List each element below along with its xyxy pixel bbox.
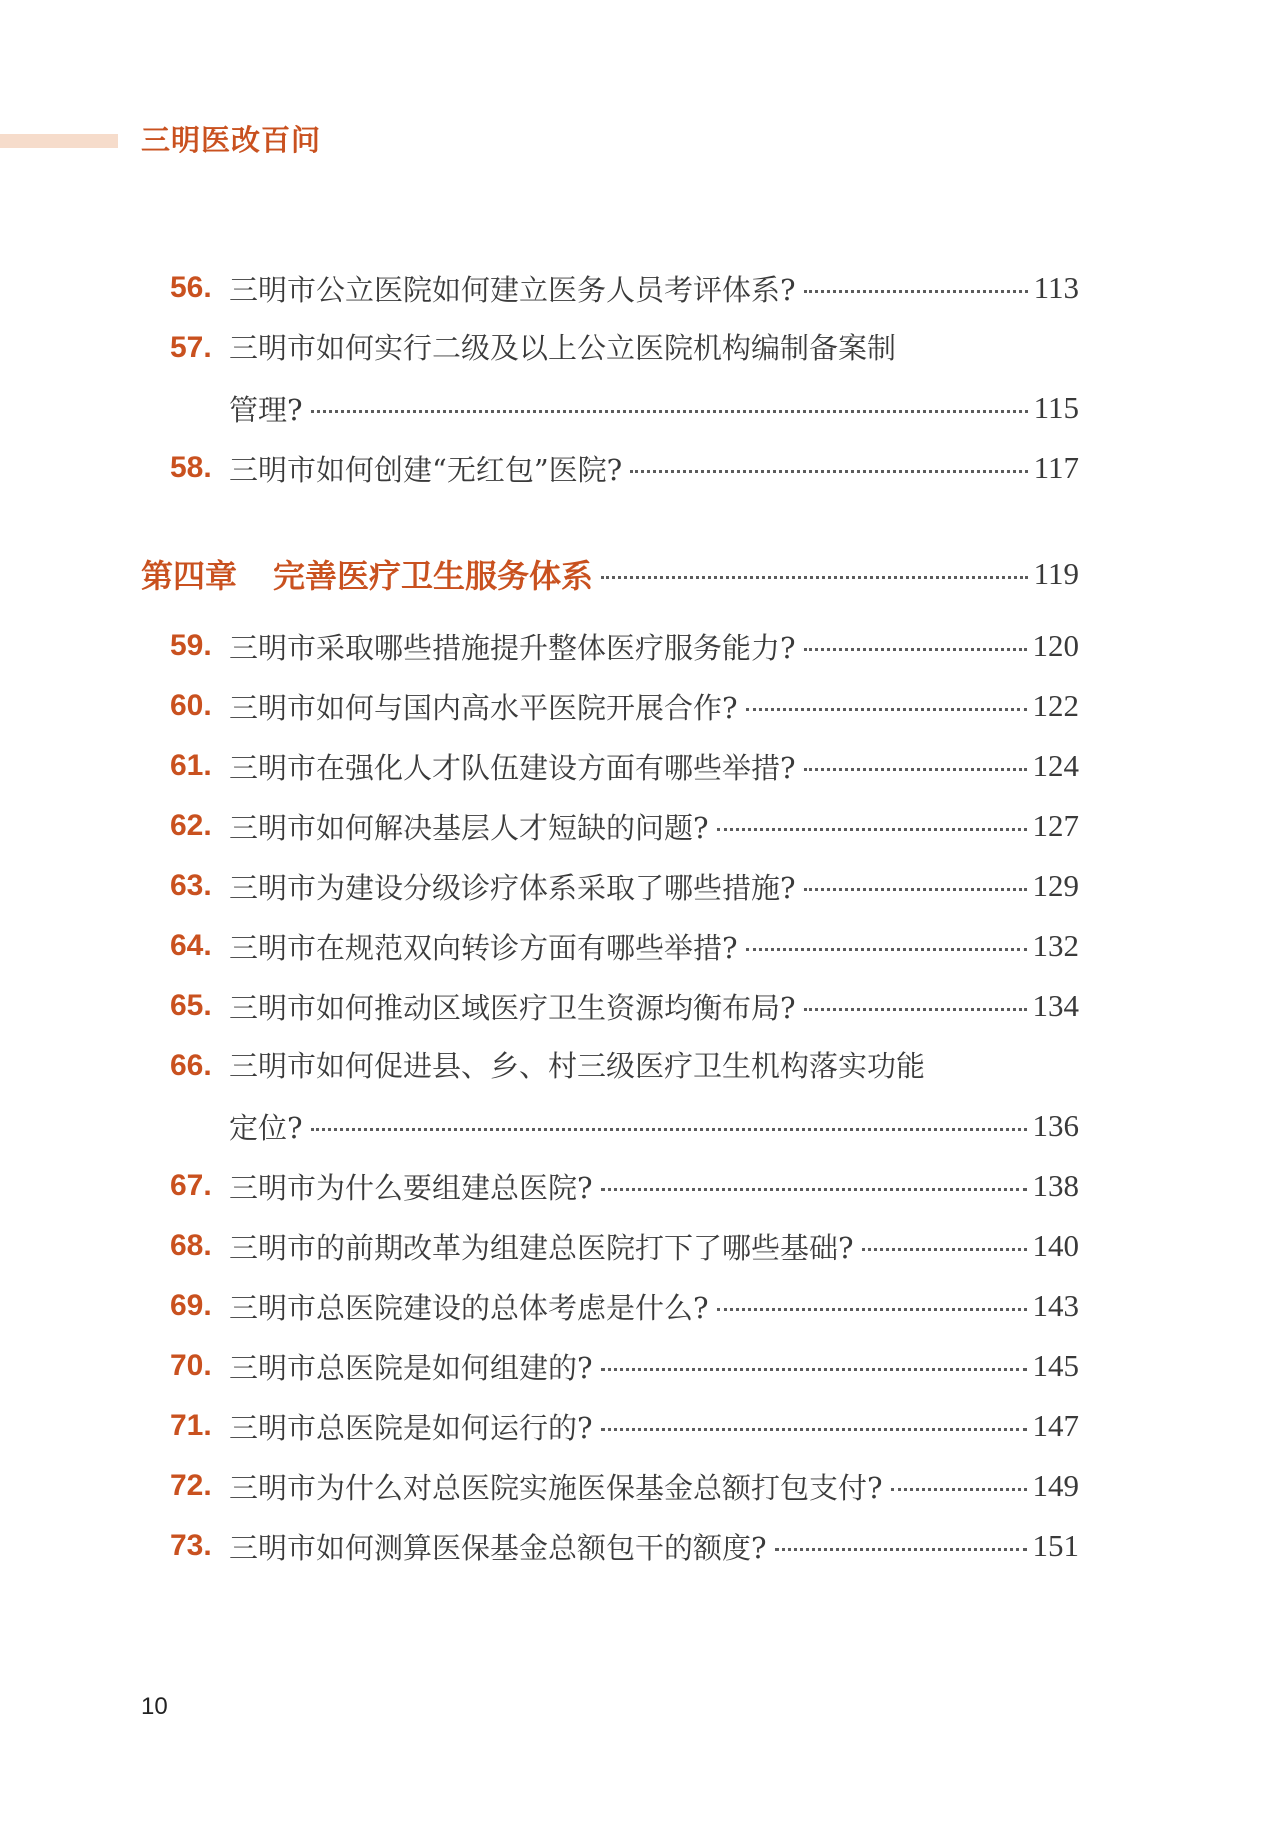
toc-entry-title: 管理? (229, 392, 303, 427)
dot-leader (804, 888, 1027, 891)
toc-entry-page: 117 (1033, 450, 1079, 485)
toc-entry-title-line1[interactable]: 三明市如何促进县、乡、村三级医疗卫生机构落实功能 (229, 1049, 926, 1083)
toc-entry-page: 138 (1032, 1168, 1079, 1203)
page-number: 10 (141, 1693, 168, 1720)
toc-entry-page: 122 (1032, 688, 1079, 723)
toc-entry-page: 124 (1032, 748, 1079, 783)
toc-entry-number: 64. (170, 929, 212, 962)
toc-entry-title: 定位? (229, 1110, 303, 1145)
dot-leader (804, 648, 1027, 651)
toc-entry[interactable] (229, 804, 1079, 848)
dot-leader (311, 410, 1028, 413)
toc-entry-page: 147 (1032, 1408, 1079, 1443)
toc-entry-number: 71. (170, 1409, 212, 1442)
chapter-page: 119 (1033, 556, 1079, 591)
dot-leader (717, 828, 1027, 831)
chapter-title: 完善医疗卫生服务体系 (273, 557, 594, 595)
toc-entry[interactable] (229, 684, 1079, 728)
toc-entry-number: 67. (170, 1169, 212, 1202)
dot-leader (746, 948, 1027, 951)
toc-entry-number: 57. (170, 331, 212, 364)
toc-entry-page: 129 (1032, 868, 1079, 903)
toc-entry-number: 62. (170, 809, 212, 842)
toc-entry-title: 三明市如何推动区域医疗卫生资源均衡布局? (229, 990, 796, 1025)
toc-entry-title: 三明市如何解决基层人才短缺的问题? (229, 810, 709, 845)
toc-entry-title: 三明市如何创建“无红包”医院? (229, 452, 623, 487)
dot-leader (717, 1308, 1027, 1311)
toc-entry-title-line1[interactable]: 三明市如何实行二级及以上公立医院机构编制备案制 (229, 331, 897, 365)
toc-entry[interactable] (229, 1164, 1079, 1208)
dot-leader (804, 768, 1027, 771)
toc-entry-page: 134 (1032, 988, 1079, 1023)
toc-entry-title: 三明市采取哪些措施提升整体医疗服务能力? (229, 630, 796, 665)
toc-entry-number: 68. (170, 1229, 212, 1262)
toc-entry[interactable] (229, 446, 1079, 490)
dot-leader (601, 1368, 1027, 1371)
toc-entry[interactable] (229, 984, 1079, 1028)
toc-entry-number: 73. (170, 1529, 212, 1562)
toc-entry-title: 三明市为什么对总医院实施医保基金总额打包支付? (229, 1470, 883, 1505)
toc-entry-title: 三明市总医院是如何组建的? (229, 1350, 593, 1385)
toc-entry-number: 69. (170, 1289, 212, 1322)
toc-entry-number: 61. (170, 749, 212, 782)
toc-entry-number: 60. (170, 689, 212, 722)
dot-leader (775, 1548, 1027, 1551)
toc-entry-page: 113 (1033, 270, 1079, 305)
dot-leader (601, 576, 1028, 579)
toc-entry-title: 三明市公立医院如何建立医务人员考评体系? (229, 272, 796, 307)
toc-entry[interactable] (229, 1404, 1079, 1448)
toc-entry-page: 120 (1032, 628, 1079, 663)
toc-chapter-heading[interactable] (141, 550, 1079, 598)
toc-entry[interactable] (229, 386, 1079, 430)
toc-entry-title: 三明市为建设分级诊疗体系采取了哪些措施? (229, 870, 796, 905)
toc-entry[interactable] (229, 624, 1079, 668)
toc-entry-page: 143 (1032, 1288, 1079, 1323)
dot-leader (804, 1008, 1027, 1011)
dot-leader (891, 1488, 1027, 1491)
toc-entry-number: 59. (170, 629, 212, 662)
toc-entry[interactable] (229, 1284, 1079, 1328)
toc-entry-title: 三明市为什么要组建总医院? (229, 1170, 593, 1205)
toc-entry-title: 三明市总医院建设的总体考虑是什么? (229, 1290, 709, 1325)
toc-entry-title: 三明市如何测算医保基金总额包干的额度? (229, 1530, 767, 1565)
dot-leader (630, 470, 1027, 473)
dot-leader (862, 1248, 1027, 1251)
toc-entry-page: 151 (1032, 1528, 1079, 1563)
dot-leader (601, 1428, 1027, 1431)
dot-leader (311, 1128, 1027, 1131)
chapter-label: 第四章 (141, 557, 238, 595)
toc-entry-title: 三明市的前期改革为组建总医院打下了哪些基础? (229, 1230, 854, 1265)
toc-entry-number: 58. (170, 451, 212, 484)
toc-entry-number: 70. (170, 1349, 212, 1382)
toc-entry[interactable] (229, 1524, 1079, 1568)
toc-entry-page: 115 (1033, 390, 1079, 425)
toc-entry[interactable] (229, 924, 1079, 968)
toc-entry-number: 66. (170, 1049, 212, 1082)
toc-entry[interactable] (229, 1464, 1079, 1508)
dot-leader (804, 290, 1028, 293)
toc-entry-page: 149 (1032, 1468, 1079, 1503)
toc-entry[interactable] (229, 864, 1079, 908)
toc-entry-number: 63. (170, 869, 212, 902)
toc-entry[interactable] (229, 744, 1079, 788)
toc-entry[interactable] (229, 1344, 1079, 1388)
toc-entry-page: 127 (1032, 808, 1079, 843)
toc-entry[interactable] (229, 1104, 1079, 1148)
toc-entry-page: 145 (1032, 1348, 1079, 1383)
toc-entry-number: 56. (170, 271, 212, 304)
running-head: 三明医改百问 (141, 123, 322, 157)
toc-entry[interactable] (229, 266, 1079, 310)
toc-entry-title: 三明市在强化人才队伍建设方面有哪些举措? (229, 750, 796, 785)
dot-leader (746, 708, 1027, 711)
toc-entry-title: 三明市在规范双向转诊方面有哪些举措? (229, 930, 738, 965)
toc-entry[interactable] (229, 1224, 1079, 1268)
toc-entry-page: 140 (1032, 1228, 1079, 1263)
toc-entry-page: 136 (1032, 1108, 1079, 1143)
toc-entry-title: 三明市总医院是如何运行的? (229, 1410, 593, 1445)
toc-entry-page: 132 (1032, 928, 1079, 963)
dot-leader (601, 1188, 1027, 1191)
toc-entry-number: 72. (170, 1469, 212, 1502)
toc-entry-number: 65. (170, 989, 212, 1022)
toc-entry-title: 三明市如何与国内高水平医院开展合作? (229, 690, 738, 725)
